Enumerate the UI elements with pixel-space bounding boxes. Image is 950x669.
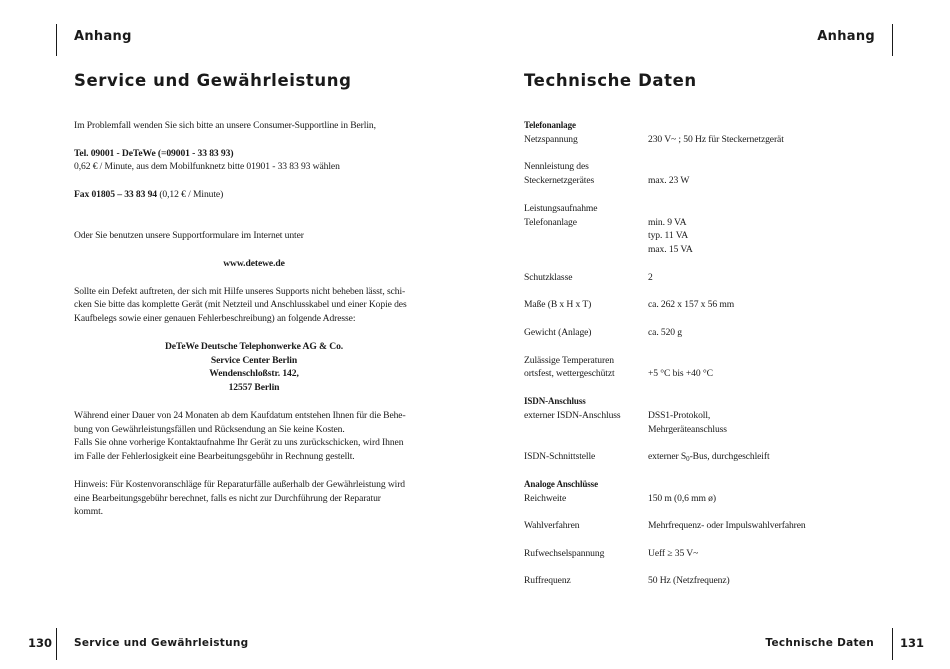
page-number: 131 xyxy=(900,636,925,650)
spec-value xyxy=(648,450,844,464)
spec-section-heading: Analoge Anschlüsse xyxy=(524,478,598,489)
address-line: Service Center Berlin xyxy=(210,354,298,366)
bus-subscript: 0 xyxy=(686,455,690,464)
spec-row xyxy=(524,229,844,243)
defect-line: cken Sie bitte das komplette Gerät (mit Netzteil und Anschlusskabel und einer Kopie des xyxy=(74,299,407,311)
bus-suffix: -Bus, durchgeschleift xyxy=(689,451,770,463)
spec-row xyxy=(524,547,844,561)
spec-row xyxy=(524,409,844,423)
defect-line: Kaufbelegs sowie einer genauen Fehlerbeschreibung) an folgende Adresse: xyxy=(74,313,356,325)
spec-table xyxy=(524,119,844,588)
spec-value: 150 m (0,6 mm ø) xyxy=(648,492,716,504)
spec-label: Maße (B x H x T) xyxy=(524,299,592,311)
running-head: Anhang xyxy=(817,29,875,44)
spec-label: ortsfest, wettergeschützt xyxy=(524,368,615,380)
spec-row xyxy=(524,271,844,285)
spec-row xyxy=(524,574,844,588)
address-line: 12557 Berlin xyxy=(228,382,280,394)
fax-line xyxy=(74,188,434,202)
spec-label: Leistungsaufnahme xyxy=(524,202,598,214)
tel-price-line: 0,62 € / Minute, aus dem Mobilfunknetz bitte 01901 - 33 83 93 wählen xyxy=(74,161,340,173)
warranty-line: Während einer Dauer von 24 Monaten ab dem Kaufdatum entstehen Ihnen für die Behe- xyxy=(74,409,406,421)
footer-title: Service und Gewährleistung xyxy=(74,637,249,649)
spec-label: Netzspannung xyxy=(524,133,578,145)
service-text xyxy=(74,119,434,519)
spec-section-heading: ISDN-Anschluss xyxy=(524,395,586,406)
spec-label: Steckernetzgerätes xyxy=(524,175,595,187)
right-page xyxy=(475,0,950,669)
address-line: DeTeWe Deutsche Telephonwerke AG & Co. xyxy=(164,340,344,352)
spec-value: Mehrgeräteanschluss xyxy=(648,423,727,435)
spec-value: Mehrfrequenz- oder Impulswahlverfahren xyxy=(648,520,806,532)
spec-row xyxy=(524,367,844,381)
website-link[interactable]: www.detewe.de xyxy=(223,257,285,269)
bus-prefix: externer S xyxy=(648,451,687,463)
spec-label: Wahlverfahren xyxy=(524,520,580,532)
fax-number: Fax 01805 – 33 83 94 xyxy=(74,188,158,200)
spec-row xyxy=(524,160,844,174)
spec-row xyxy=(524,519,844,533)
tel-line: Tel. 09001 - DeTeWe (=09001 - 33 83 93) xyxy=(74,147,234,159)
header-rule-left xyxy=(56,24,57,56)
spec-value: ca. 520 g xyxy=(648,326,682,338)
note-line: eine Bearbeitungsgebühr berechnet, falls es nicht zur Durchführung der Reparatur xyxy=(74,492,381,504)
spec-value: Ueff ≥ 35 V~ xyxy=(648,547,699,559)
spec-row xyxy=(524,326,844,340)
note-line: Hinweis: Für Kostenvoranschläge für Reparaturfälle außerhalb der Gewährleistung wird xyxy=(74,478,405,490)
spec-row xyxy=(524,450,844,464)
spec-label: Zulässige Temperaturen xyxy=(524,354,614,366)
footer-rule-right xyxy=(892,628,893,660)
spec-section-heading: Telefonanlage xyxy=(524,120,576,130)
spec-row xyxy=(524,243,844,257)
spec-label: Reichweite xyxy=(524,492,567,504)
footer-rule-left xyxy=(56,628,57,660)
intro-text: Im Problemfall wenden Sie sich bitte an unsere Consumer-Supportline in Berlin, xyxy=(74,120,376,131)
warranty-line: bung von Gewährleistungsfällen und Rücksendung an Sie keine Kosten. xyxy=(74,423,345,435)
spec-value: +5 °C bis +40 °C xyxy=(648,368,713,380)
spec-label: Schutzklasse xyxy=(524,271,573,283)
warranty-line: Falls Sie ohne vorherige Kontaktaufnahme Ihr Gerät zu uns zurückschicken, wird Ihnen xyxy=(74,437,404,449)
spec-row xyxy=(524,174,844,188)
spec-label: Gewicht (Anlage) xyxy=(524,326,592,338)
spec-value: typ. 11 VA xyxy=(648,230,689,242)
footer-title: Technische Daten xyxy=(765,637,874,649)
spec-value: 50 Hz (Netzfrequenz) xyxy=(648,575,730,587)
spec-value: max. 15 VA xyxy=(648,244,693,256)
spec-label: externer ISDN-Anschluss xyxy=(524,409,621,421)
spec-value: 2 xyxy=(648,271,653,283)
fax-price: (0,12 € / Minute) xyxy=(157,188,224,200)
spec-row xyxy=(524,492,844,506)
spec-label: Nennleistung des xyxy=(524,161,589,173)
spec-value: max. 23 W xyxy=(648,175,690,187)
running-head: Anhang xyxy=(74,29,132,44)
spec-value: DSS1-Protokoll, xyxy=(648,409,711,421)
spec-label: Rufwechselspannung xyxy=(524,547,605,559)
spec-row xyxy=(524,133,844,147)
spec-row xyxy=(524,298,844,312)
spec-row xyxy=(524,202,844,216)
address-line: Wendenschloßstr. 142, xyxy=(209,368,299,380)
warranty-line: im Falle der Fehlerlosigkeit eine Bearbeitungsgebühr in Rechnung gestellt. xyxy=(74,451,355,463)
spec-label: Ruffrequenz xyxy=(524,575,571,587)
page-title: Service und Gewährleistung xyxy=(74,71,352,90)
spec-row xyxy=(524,423,844,437)
page-title: Technische Daten xyxy=(524,71,697,90)
spec-label: Telefonanlage xyxy=(524,216,577,228)
spec-value: min. 9 VA xyxy=(648,216,687,228)
spec-row xyxy=(524,354,844,368)
spec-label: ISDN-Schnittstelle xyxy=(524,451,596,463)
note-line: kommt. xyxy=(74,506,103,518)
spec-value: 230 V~ ; 50 Hz für Steckernetzgerät xyxy=(648,133,784,145)
header-rule-right xyxy=(892,24,893,56)
support-forms-text: Oder Sie benutzen unsere Supportformulare im Internet unter xyxy=(74,230,304,242)
page-number: 130 xyxy=(28,636,53,650)
spec-row xyxy=(524,216,844,230)
spec-value: ca. 262 x 157 x 56 mm xyxy=(648,299,735,311)
defect-line: Sollte ein Defekt auftreten, der sich mit Hilfe unseres Supports nicht beheben lässt, schi- xyxy=(74,285,406,297)
